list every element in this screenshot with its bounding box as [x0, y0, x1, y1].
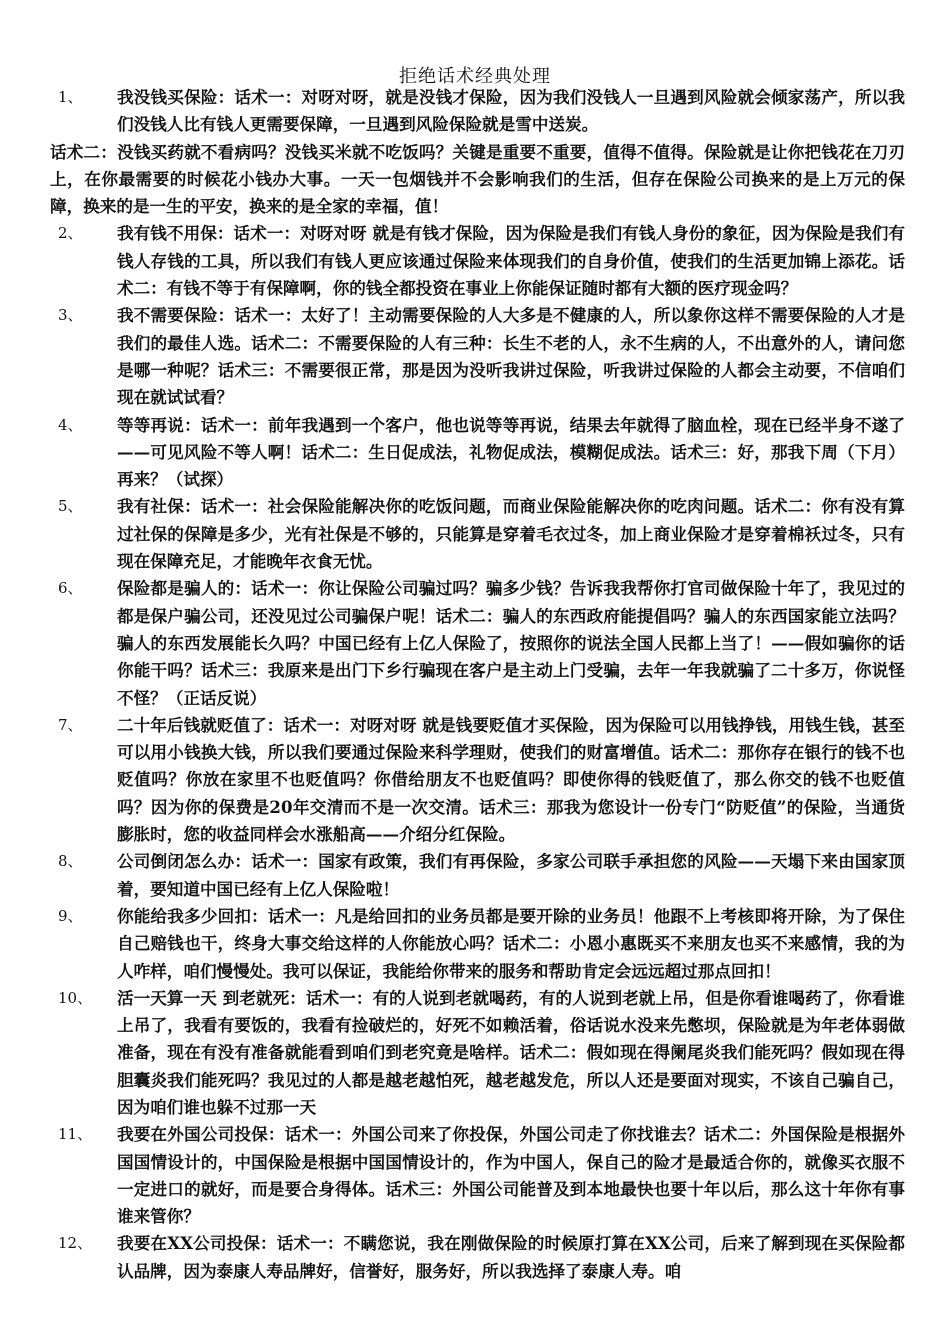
item-number: 8、 [58, 852, 83, 871]
list-item-1 [50, 84, 905, 139]
list-item-8 [50, 848, 905, 903]
list-item-2 [50, 220, 905, 302]
item-text: 二十年后钱就贬值了：话术一：对呀对呀 就是钱要贬值才买保险，因为保险可以用钱挣钱，用钱生钱，甚至可以用小钱换大钱，所以我们要通过保险来科学理财，使我们的财富增值。话术二：那你存在银行的钱不也贬值吗？你放在家里不也贬值吗？你借给朋友不也贬值吗？即使你得的钱贬值了，那么你交的钱不也贬值吗？因为你的保费是20年交清而不是一次交清。话术三：那我为您设计一份专门“防贬值”的保险，当通货膨胀时，您的收益同样会水涨船高——介绍分红保险。 [117, 714, 905, 845]
list-item-4 [50, 412, 905, 494]
list-item-11 [50, 1121, 905, 1230]
item-text: 我要在外国公司投保：话术一：外国公司来了你投保，外国公司走了你找谁去？话术二：外国保险是根据外国国情设计的，中国保险是根据中国国情设计的，作为中国人，保自己的险才是最适合你的，就像买衣服不一定进口的就好，而是要合身得体。话术三：外国公司能普及到本地最快也要十年以后，那么这十年你有事谁来管你？ [117, 1124, 905, 1227]
item-text: 公司倒闭怎么办：话术一：国家有政策，我们有再保险，多家公司联手承担您的风险——天塌下来由国家顶着，要知道中国已经有上亿人保险啦！ [117, 851, 905, 899]
item-number: 9、 [58, 906, 83, 925]
item-number: 1、 [58, 88, 83, 106]
item-text: 我没钱买保险：话术一：对呀对呀，就是没钱才保险，因为我们没钱人一旦遇到风险就会倾家荡产，所以我们没钱人比有钱人更需要保障，一旦遇到风险保险就是雪中送炭。 [117, 87, 905, 135]
list-item-10 [50, 985, 905, 1121]
item-text: 活一天算一天 到老就死：话术一：有的人说到老就喝药，有的人说到老就上吊，但是你看谁喝药了，你看谁上吊了，我看有要饭的，我看有捡破烂的，好死不如赖活着，俗话说水没来先憋坝，保险就是为年老体弱做准备，现在有没有准备就能看到咱们到老究竟是啥样。话术二：假如现在得阑尾炎我们能死吗？假如现在得胆囊炎我们能死吗？我见过的人都是越老越怕死，越老越发危，所以人还是要面对现实，不该自己骗自己，因为咱们谁也躲不过那一天 [117, 987, 905, 1117]
item-number: 11、 [58, 1125, 93, 1144]
item-number: 2、 [58, 224, 83, 243]
list-item-9 [50, 903, 905, 985]
item-number: 6、 [58, 579, 83, 598]
list-item-1-continuation: 话术二：没钱买药就不看病吗？没钱买米就不吃饭吗？关键是重要不重要，值得不值得。保险就是让你把钱花在刀刃上，在你最需要的时候花小钱办大事。一天一包烟钱并不会影响我们的生活，但存在保险公司换来的是上万元的保障，换来的是一生的平安，换来的是全家的幸福，值！ [50, 141, 905, 217]
item-number: 4、 [58, 415, 83, 434]
item-number: 3、 [58, 306, 83, 325]
item-number: 5、 [58, 497, 83, 516]
document-title: 拒绝话术经典处理 [399, 66, 551, 87]
document-body [50, 84, 905, 1285]
list-item-3 [50, 302, 905, 411]
list-item-5 [50, 493, 905, 575]
list-item-12 [50, 1230, 905, 1285]
item-number: 10、 [58, 988, 93, 1007]
list-item-6 [50, 575, 905, 711]
item-text: 我有钱不用保：话术一：对呀对呀 就是有钱才保险，因为保险是我们有钱人身份的象征，因为保险是我们有钱人存钱的工具，所以我们有钱人更应该通过保险来体现我们的自身价值，使我们的生活更加锦上添花。话术二：有钱不等于有保障啊，你的钱全都投资在事业上你能保证随时都有大额的医疗现金吗？ [117, 223, 905, 299]
item-text: 保险都是骗人的：话术一：你让保险公司骗过吗？骗多少钱？告诉我我帮你打官司做保险十年了，我见过的都是保户骗公司，还没见过公司骗保户呢！话术二：骗人的东西政府能提倡吗？骗人的东西国家能立法吗？骗人的东西发展能长久吗？中国已经有上亿人保险了，按照你的说法全国人民都上当了！——假如骗你的话你能干吗？话术三：我原来是出门下乡行骗现在客户是主动上门受骗，去年一年我就骗了二十多万，你说怪不怪？（正话反说） [117, 578, 905, 708]
item-text: 等等再说：话术一：前年我遇到一个客户，他也说等等再说，结果去年就得了脑血栓，现在已经半身不遂了——可见风险不等人啊！话术二：生日促成法，礼物促成法，模糊促成法。话术三：好，那我下周（下月）再来？（试探） [117, 414, 905, 490]
item-text: 你能给我多少回扣：话术一：凡是给回扣的业务员都是要开除的业务员！他跟不上考核即将开除，为了保住自己赔钱也干，终身大事交给这样的人你能放心吗？话术二：小恩小惠既买不来朋友也买不来感情，我的为人咋样，咱们慢慢处。我可以保证，我能给你带来的服务和帮助肯定会远远超过那点回扣！ [117, 905, 905, 981]
item-text: 我不需要保险：话术一：太好了！主动需要保险的人大多是不健康的人，所以象你这样不需要保险的人才是我们的最佳人选。话术二：不需要保险的人有三种：长生不老的人，永不生病的人，不出意外的人，请问您是哪一种呢？话术三：不需要很正常，那是因为没听我讲过保险，听我讲过保险的人都会主动要，不信咱们现在就试试看？ [117, 305, 905, 408]
item-number: 7、 [58, 715, 83, 734]
item-number: 12、 [58, 1234, 93, 1253]
item-text: 我要在XX公司投保：话术一：不瞒您说，我在刚做保险的时候原打算在XX公司，后来了解到现在买保险都认品牌，因为泰康人寿品牌好，信誉好，服务好，所以我选择了泰康人寿。咱 [117, 1233, 905, 1281]
list-item-7 [50, 712, 905, 848]
item-text: 我有社保：话术一：社会保险能解决你的吃饭问题，而商业保险能解决你的吃肉问题。话术二：你有没有算过社保的保障是多少，光有社保是不够的，只能算是穿着毛衣过冬，加上商业保险才是穿着棉袄过冬，只有现在保障充足，才能晚年衣食无忧。 [117, 496, 905, 572]
